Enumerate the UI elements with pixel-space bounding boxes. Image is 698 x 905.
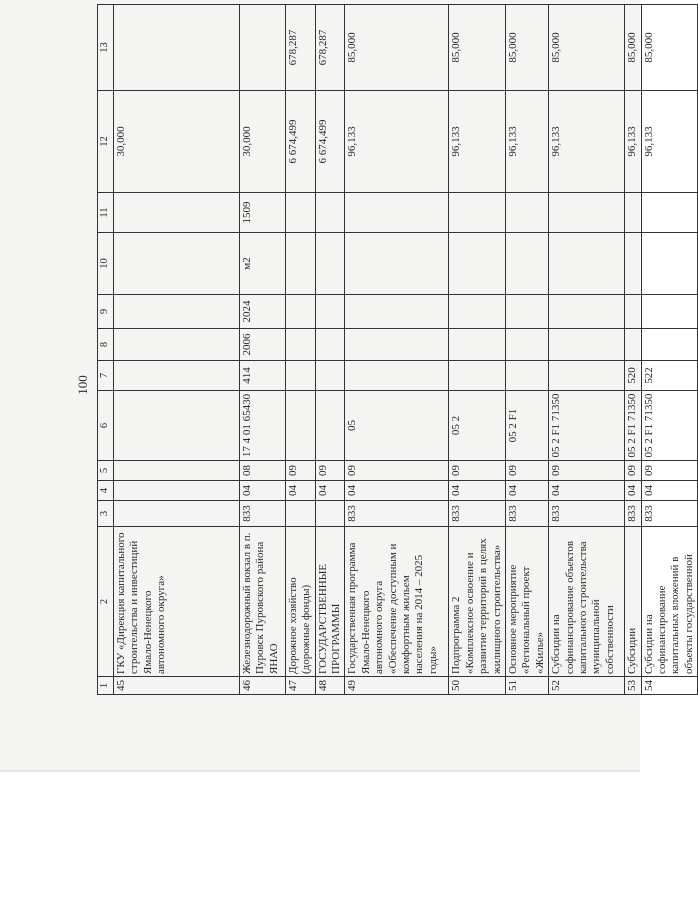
- cell-expense-type: [315, 361, 345, 391]
- column-header: 9: [98, 295, 114, 329]
- table-row: [449, 5, 506, 695]
- column-header: 5: [98, 461, 114, 481]
- row-name: Основное мероприятие «Региональный проект «Жилье»: [506, 527, 549, 677]
- cell-capacity: [285, 193, 315, 233]
- cell-code: 833: [549, 501, 625, 527]
- cell-subsection: 09: [315, 461, 345, 481]
- column-header: 7: [98, 361, 114, 391]
- cell-expense-type: [345, 361, 449, 391]
- cell-end-year: [449, 295, 506, 329]
- cell-start-year: [285, 329, 315, 361]
- cell-amount-1: 6 674,499: [315, 91, 345, 193]
- cell-code: 833: [641, 501, 698, 527]
- cell-target: 05 2 F1 71350: [641, 391, 698, 461]
- row-number: 45: [113, 677, 239, 695]
- cell-target: [285, 391, 315, 461]
- column-header: 12: [98, 91, 114, 193]
- row-name: Железнодорожный вокзал в п. Пуровск Пуровского района ЯНАО: [239, 527, 285, 677]
- row-name: Подпрограмма 2 «Комплексное освоение и развитие территорий в целях жилищного строительства»: [449, 527, 506, 677]
- cell-unit: [285, 233, 315, 295]
- cell-capacity: [345, 193, 449, 233]
- cell-amount-1: 30,000: [113, 91, 239, 193]
- cell-end-year: [641, 295, 698, 329]
- table-row: [315, 5, 345, 695]
- table-body: [113, 5, 698, 695]
- cell-section: 04: [239, 481, 285, 501]
- row-name: ГКУ «Дирекция капитального строительства и инвестиций Ямало-Ненецкого автономного округа»: [113, 527, 239, 677]
- cell-amount-2: 85,000: [625, 5, 641, 91]
- cell-amount-2: [113, 5, 239, 91]
- cell-capacity: [449, 193, 506, 233]
- cell-amount-2: [239, 5, 285, 91]
- cell-subsection: 09: [641, 461, 698, 481]
- table-row: [113, 5, 239, 695]
- cell-code: [285, 501, 315, 527]
- cell-code: 833: [449, 501, 506, 527]
- cell-subsection: 09: [449, 461, 506, 481]
- cell-end-year: [315, 295, 345, 329]
- column-header: 13: [98, 5, 114, 91]
- row-number: 54: [641, 677, 698, 695]
- cell-target: 05 2: [449, 391, 506, 461]
- cell-subsection: 09: [549, 461, 625, 481]
- cell-capacity: 1509: [239, 193, 285, 233]
- cell-section: 04: [549, 481, 625, 501]
- row-number: 49: [345, 677, 449, 695]
- cell-capacity: [315, 193, 345, 233]
- row-number: 53: [625, 677, 641, 695]
- column-header: 1: [98, 677, 114, 695]
- row-name: Субсидии на софинансирование объектов капитального строительства муниципальной собственности: [549, 527, 625, 677]
- cell-target: 17 4 01 65430: [239, 391, 285, 461]
- cell-unit: [641, 233, 698, 295]
- cell-amount-2: 85,000: [549, 5, 625, 91]
- cell-capacity: [625, 193, 641, 233]
- cell-section: 04: [315, 481, 345, 501]
- cell-end-year: [506, 295, 549, 329]
- cell-end-year: [113, 295, 239, 329]
- row-name: Субсидии на софинансирование капитальных вложений в объекты государственной: [641, 527, 698, 677]
- cell-code: 833: [345, 501, 449, 527]
- cell-code: 833: [239, 501, 285, 527]
- cell-expense-type: 414: [239, 361, 285, 391]
- table-row: [641, 5, 698, 695]
- cell-section: 04: [345, 481, 449, 501]
- cell-section: 04: [285, 481, 315, 501]
- row-number: 46: [239, 677, 285, 695]
- cell-subsection: [113, 461, 239, 481]
- cell-unit: [345, 233, 449, 295]
- row-name: Субсидии: [625, 527, 641, 677]
- table-row: [506, 5, 549, 695]
- scan-edge: [0, 770, 640, 772]
- cell-amount-1: 96,133: [506, 91, 549, 193]
- cell-expense-type: [449, 361, 506, 391]
- cell-subsection: 09: [506, 461, 549, 481]
- budget-table: [97, 4, 698, 695]
- cell-section: 04: [449, 481, 506, 501]
- cell-amount-1: 96,133: [625, 91, 641, 193]
- cell-amount-2: 678,287: [285, 5, 315, 91]
- cell-end-year: [285, 295, 315, 329]
- cell-code: [315, 501, 345, 527]
- row-number: 52: [549, 677, 625, 695]
- cell-capacity: [506, 193, 549, 233]
- cell-unit: [625, 233, 641, 295]
- cell-start-year: [449, 329, 506, 361]
- cell-target: 05 2 F1 71350: [549, 391, 625, 461]
- cell-amount-2: 678,287: [315, 5, 345, 91]
- header-row: [98, 5, 114, 695]
- table-row: [625, 5, 641, 695]
- cell-amount-2: 85,000: [506, 5, 549, 91]
- row-number: 48: [315, 677, 345, 695]
- row-name: ГОСУДАРСТВЕННЫЕ ПРОГРАММЫ: [315, 527, 345, 677]
- cell-section: 04: [625, 481, 641, 501]
- cell-start-year: 2006: [239, 329, 285, 361]
- column-header: 2: [98, 527, 114, 677]
- cell-target: 05 2 F1 71350: [625, 391, 641, 461]
- cell-section: 04: [506, 481, 549, 501]
- cell-end-year: 2024: [239, 295, 285, 329]
- table-row: [239, 5, 285, 695]
- column-header: 3: [98, 501, 114, 527]
- column-header: 11: [98, 193, 114, 233]
- cell-capacity: [113, 193, 239, 233]
- cell-expense-type: [506, 361, 549, 391]
- row-number: 51: [506, 677, 549, 695]
- cell-expense-type: [113, 361, 239, 391]
- column-header: 10: [98, 233, 114, 295]
- cell-start-year: [549, 329, 625, 361]
- cell-section: [113, 481, 239, 501]
- cell-unit: [506, 233, 549, 295]
- cell-expense-type: [549, 361, 625, 391]
- cell-unit: [449, 233, 506, 295]
- cell-start-year: [315, 329, 345, 361]
- cell-capacity: [549, 193, 625, 233]
- column-header: 4: [98, 481, 114, 501]
- cell-start-year: [625, 329, 641, 361]
- page-number: 100: [74, 375, 90, 395]
- cell-unit: [549, 233, 625, 295]
- row-number: 47: [285, 677, 315, 695]
- cell-subsection: 08: [239, 461, 285, 481]
- cell-subsection: 09: [345, 461, 449, 481]
- cell-end-year: [345, 295, 449, 329]
- cell-amount-1: 96,133: [449, 91, 506, 193]
- row-name: Дорожное хозяйство (дорожные фонды): [285, 527, 315, 677]
- cell-subsection: 09: [285, 461, 315, 481]
- cell-section: 04: [641, 481, 698, 501]
- table-row: [549, 5, 625, 695]
- column-header: 6: [98, 391, 114, 461]
- cell-end-year: [625, 295, 641, 329]
- cell-amount-2: 85,000: [449, 5, 506, 91]
- cell-amount-1: 96,133: [345, 91, 449, 193]
- cell-unit: [315, 233, 345, 295]
- cell-end-year: [549, 295, 625, 329]
- cell-expense-type: [285, 361, 315, 391]
- table-row: [345, 5, 449, 695]
- cell-unit: [113, 233, 239, 295]
- cell-capacity: [641, 193, 698, 233]
- cell-start-year: [113, 329, 239, 361]
- cell-amount-1: 6 674,499: [285, 91, 315, 193]
- cell-expense-type: 520: [625, 361, 641, 391]
- cell-amount-1: 96,133: [641, 91, 698, 193]
- cell-subsection: 09: [625, 461, 641, 481]
- table-row: [285, 5, 315, 695]
- cell-start-year: [345, 329, 449, 361]
- budget-table-rotated: [97, 5, 695, 695]
- cell-code: [113, 501, 239, 527]
- cell-unit: м2: [239, 233, 285, 295]
- cell-amount-1: 30,000: [239, 91, 285, 193]
- cell-amount-1: 96,133: [549, 91, 625, 193]
- cell-expense-type: 522: [641, 361, 698, 391]
- row-name: Государственная программа Ямало-Ненецкого автономного округа «Обеспечение доступным и комфортным жильем населения на 2014 – 2025 годы»: [345, 527, 449, 677]
- cell-target: 05 2 F1: [506, 391, 549, 461]
- cell-amount-2: 85,000: [345, 5, 449, 91]
- cell-target: 05: [345, 391, 449, 461]
- cell-target: [113, 391, 239, 461]
- cell-target: [315, 391, 345, 461]
- cell-start-year: [641, 329, 698, 361]
- cell-amount-2: 85,000: [641, 5, 698, 91]
- cell-code: 833: [506, 501, 549, 527]
- row-number: 50: [449, 677, 506, 695]
- cell-code: 833: [625, 501, 641, 527]
- cell-start-year: [506, 329, 549, 361]
- column-header: 8: [98, 329, 114, 361]
